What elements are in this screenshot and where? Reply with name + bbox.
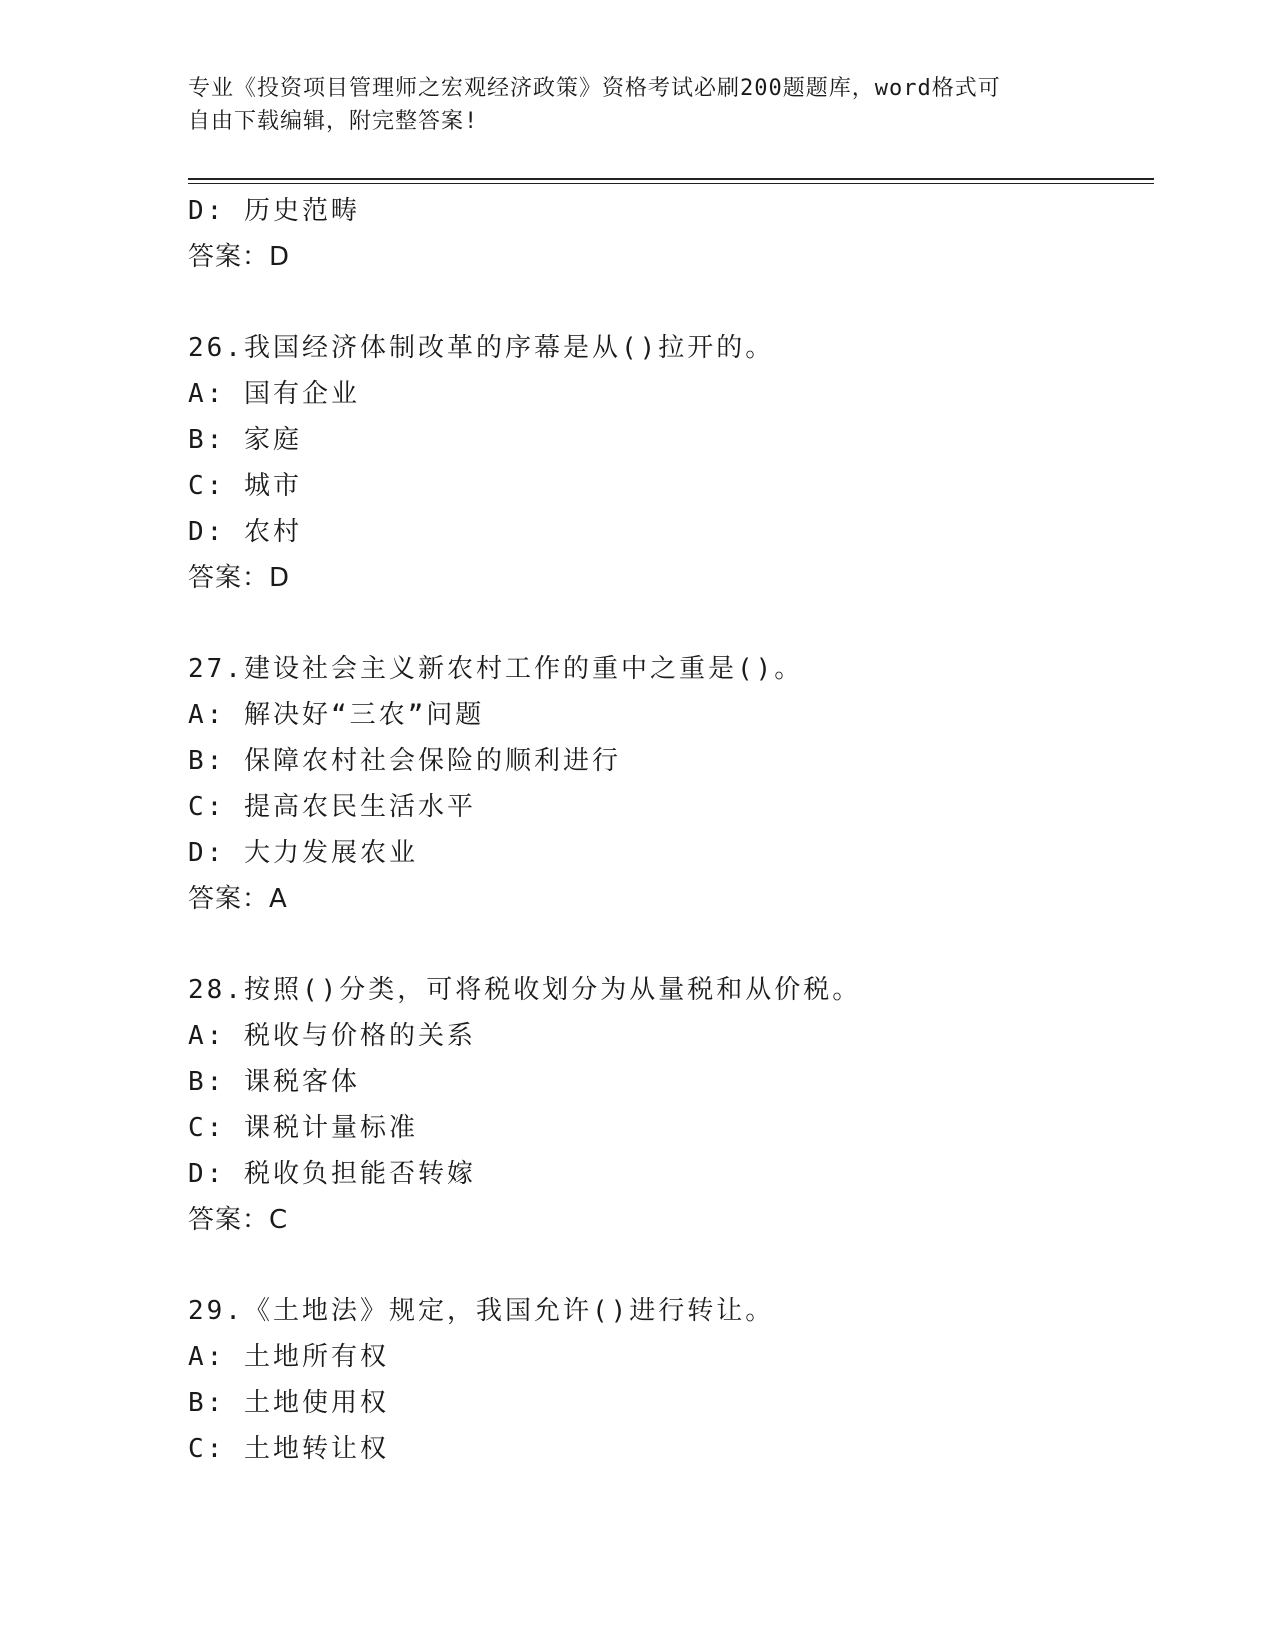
option-d: D: 农村 [188, 517, 302, 547]
question-stem: 27.建设社会主义新农村工作的重中之重是()。 [188, 654, 804, 684]
header-title-line-2: 自由下载编辑，附完整答案! [188, 109, 479, 134]
header-rule-thick [188, 178, 1154, 180]
answer: 答案：D [188, 242, 291, 272]
question-25-tail [188, 188, 1154, 280]
option-c: C: 土地转让权 [188, 1434, 389, 1464]
option-b: B: 土地使用权 [188, 1388, 389, 1418]
answer: 答案：C [188, 1205, 289, 1235]
page-header [188, 72, 1068, 138]
option-b: B: 保障农村社会保险的顺利进行 [188, 746, 621, 776]
question-list [188, 188, 1154, 1472]
option-b: B: 家庭 [188, 425, 302, 455]
option-c: C: 城市 [188, 471, 302, 501]
option-a: A: 国有企业 [188, 379, 360, 409]
question-26 [188, 325, 1154, 601]
question-29 [188, 1288, 1154, 1472]
spacer [188, 1243, 1154, 1288]
option-d: D: 税收负担能否转嫁 [188, 1159, 476, 1189]
option-d: D: 大力发展农业 [188, 838, 418, 868]
question-stem: 26.我国经济体制改革的序幕是从()拉开的。 [188, 333, 775, 363]
answer: 答案：D [188, 563, 291, 593]
question-28 [188, 967, 1154, 1243]
question-stem: 28.按照()分类，可将税收划分为从量税和从价税。 [188, 975, 862, 1005]
option-a: A: 税收与价格的关系 [188, 1021, 476, 1051]
answer: 答案：A [188, 884, 288, 914]
spacer [188, 280, 1154, 325]
option-d: D: 历史范畴 [188, 196, 360, 226]
option-c: C: 提高农民生活水平 [188, 792, 476, 822]
spacer [188, 601, 1154, 646]
header-title-line-1: 专业《投资项目管理师之宏观经济政策》资格考试必刷200题题库，word格式可 [188, 76, 1001, 101]
header-rule-thin [188, 183, 1154, 184]
spacer [188, 922, 1154, 967]
question-stem: 29.《土地法》规定，我国允许()进行转让。 [188, 1296, 775, 1326]
option-c: C: 课税计量标准 [188, 1113, 418, 1143]
option-a: A: 解决好“三农”问题 [188, 700, 485, 730]
option-b: B: 课税客体 [188, 1067, 360, 1097]
question-27 [188, 646, 1154, 922]
option-a: A: 土地所有权 [188, 1342, 389, 1372]
